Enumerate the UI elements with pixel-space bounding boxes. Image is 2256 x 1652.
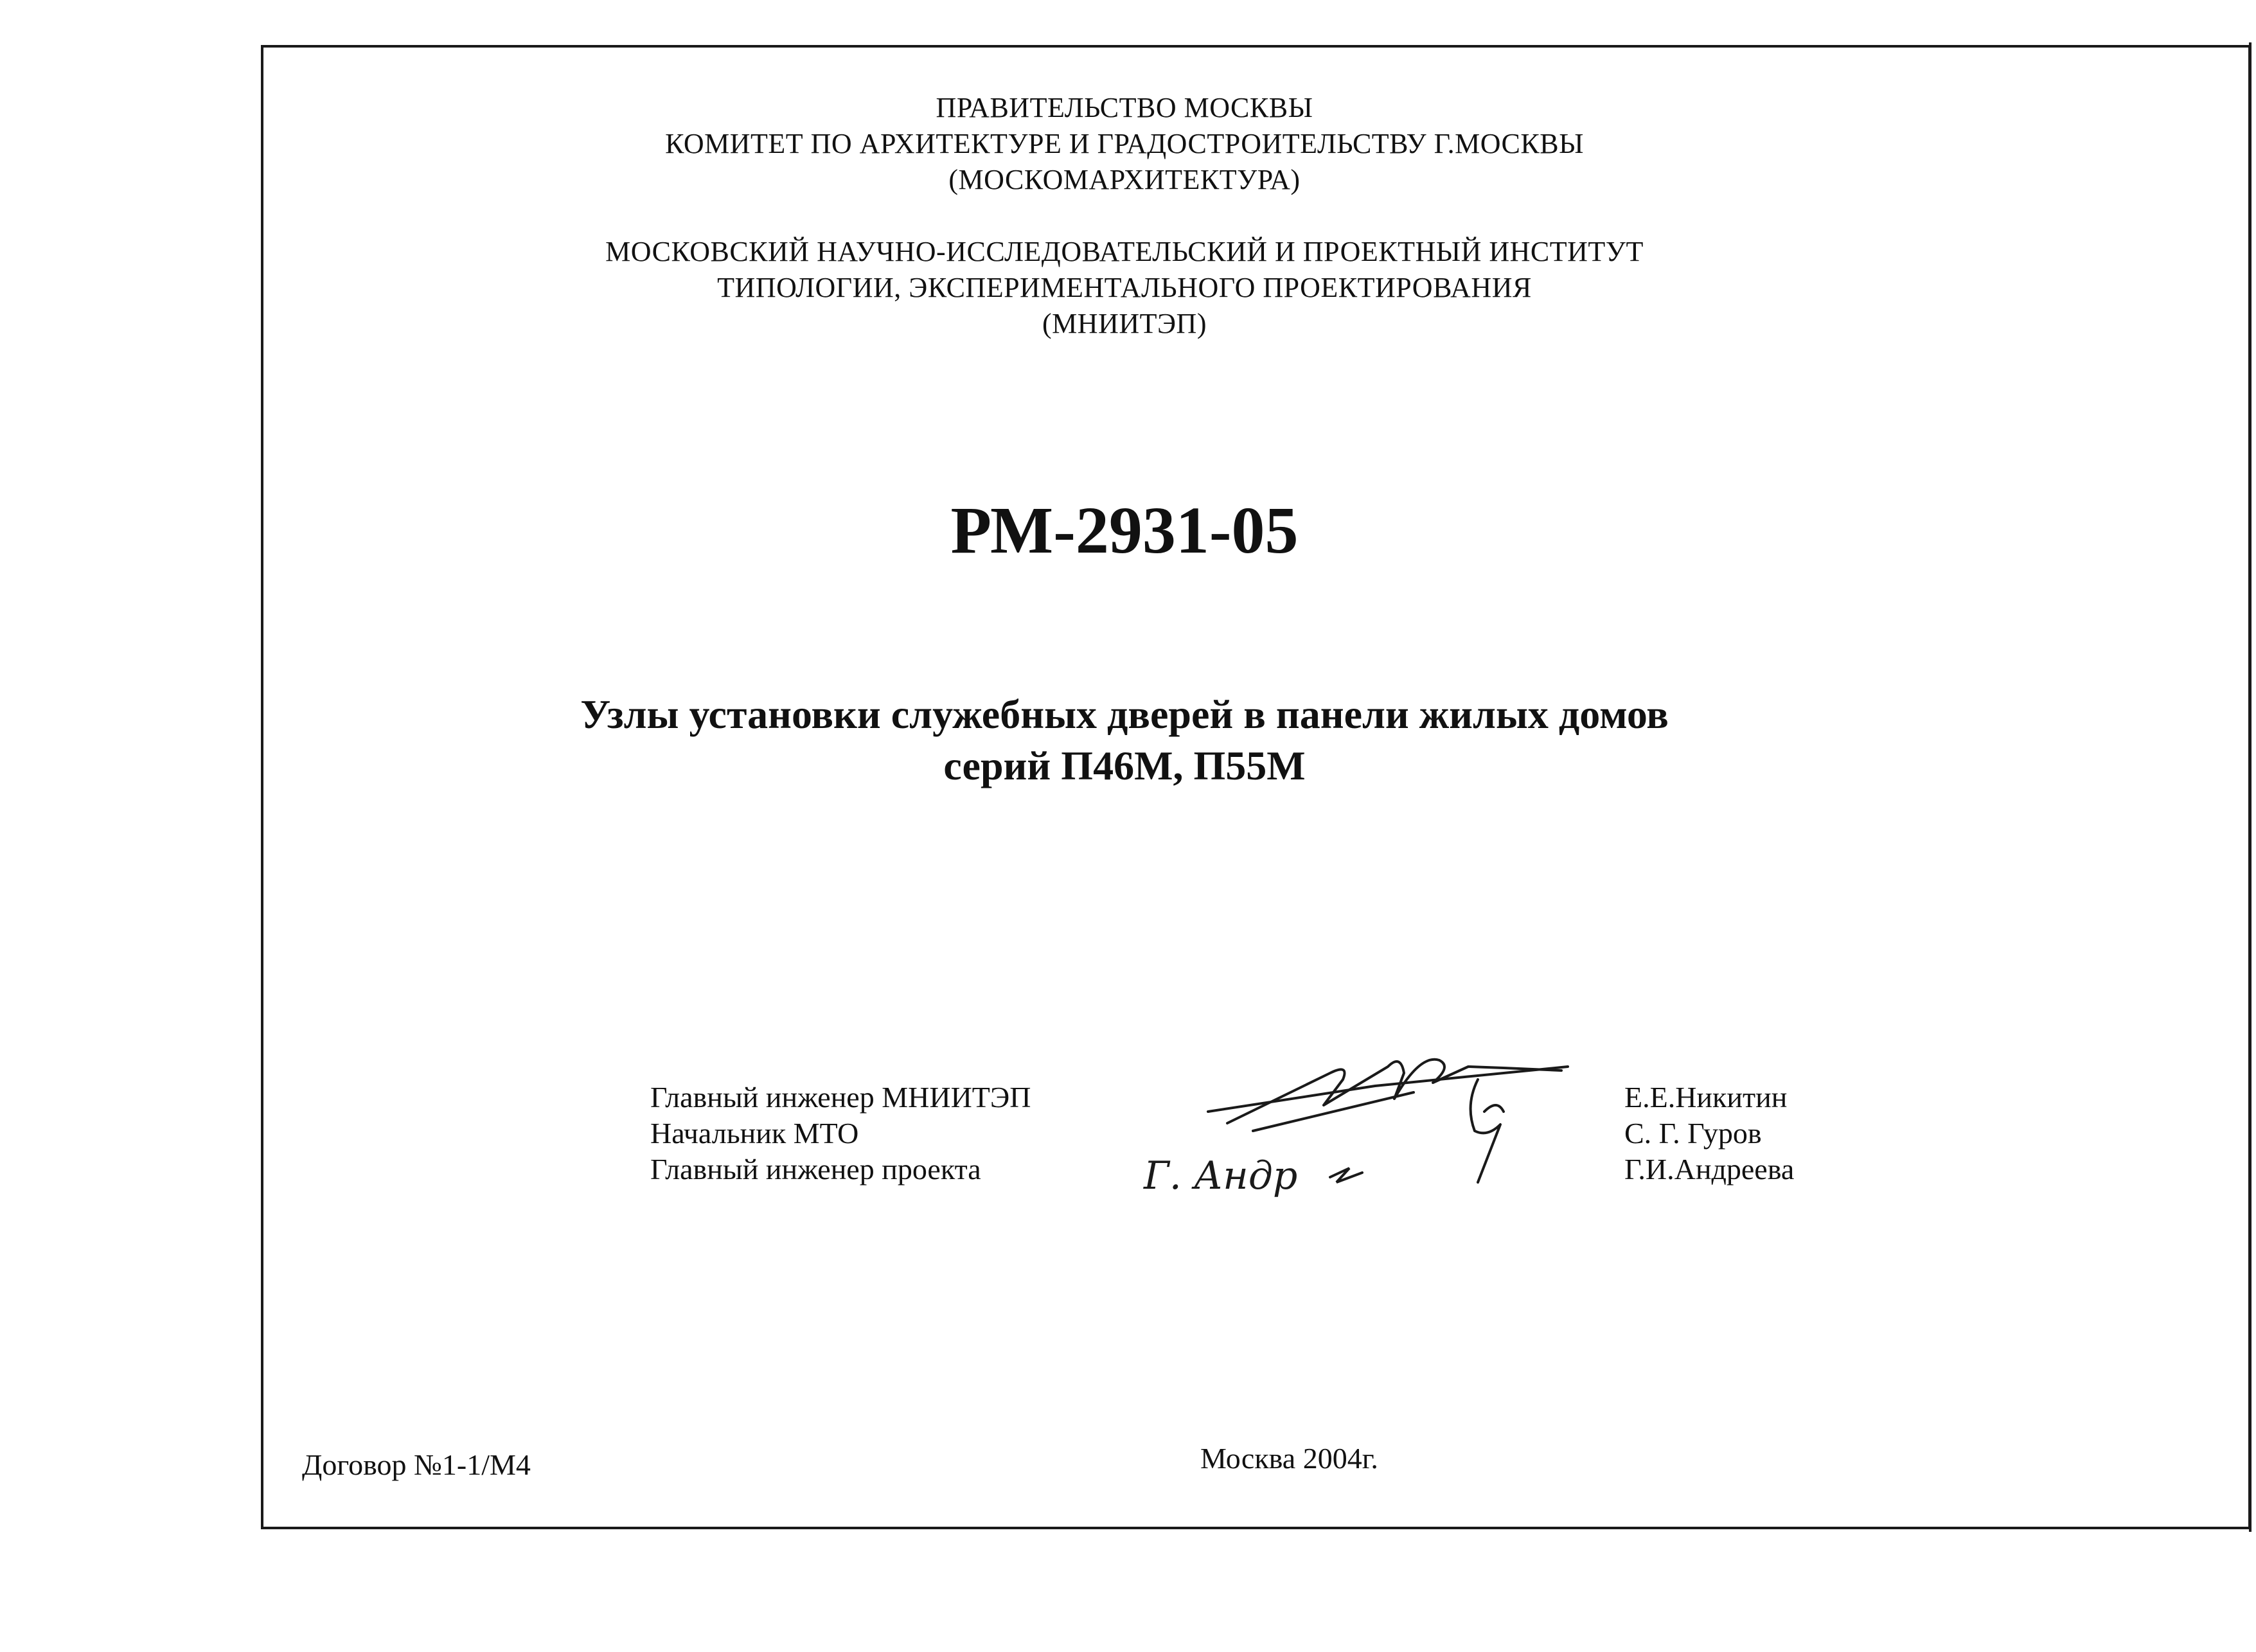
signatory-name: Г.И.Андреева xyxy=(1624,1153,1795,1186)
signature-nikitin xyxy=(1227,1060,1561,1123)
signatory-roles xyxy=(650,1079,1031,1187)
signatory-role: Начальник МТО xyxy=(650,1117,859,1150)
contract-number: Договор №1-1/М4 xyxy=(302,1448,531,1481)
institute-line-2: ТИПОЛОГИИ, ЭКСПЕРИМЕНТАЛЬНОГО ПРОЕКТИРОВАНИЯ xyxy=(717,272,1532,303)
institute-line-3: (МНИИТЭП) xyxy=(1042,308,1207,339)
signatory-names xyxy=(1624,1079,1794,1187)
institute-line-1: МОСКОВСКИЙ НАУЧНО-ИССЛЕДОВАТЕЛЬСКИЙ И ПРОЕКТНЫЙ ИНСТИТУТ xyxy=(605,236,1644,267)
signatory-role: Главный инженер МНИИТЭП xyxy=(650,1081,1031,1114)
signatory-name: С. Г. Гуров xyxy=(1624,1117,1762,1150)
city-year: Москва 2004г. xyxy=(1200,1442,1378,1475)
header-line-2: КОМИТЕТ ПО АРХИТЕКТУРЕ И ГРАДОСТРОИТЕЛЬСТВУ Г.МОСКВЫ xyxy=(665,128,1584,159)
header-line-1: ПРАВИТЕЛЬСТВО МОСКВЫ xyxy=(936,92,1313,123)
header-line-3: (МОСКОМАРХИТЕКТУРА) xyxy=(948,164,1301,195)
document-number: РМ-2931-05 xyxy=(950,493,1299,567)
signatory-name: Е.Е.Никитин xyxy=(1624,1081,1788,1114)
document-title-line-2: серий П46М, П55М xyxy=(943,743,1306,788)
handwritten-signatures xyxy=(1118,1028,1632,1221)
page-border-right-edge xyxy=(2249,42,2252,1532)
document-title-line-1: Узлы установки служебных дверей в панели жилых домов xyxy=(580,691,1669,737)
signature-andreeva: Г. Андр xyxy=(1144,1153,1298,1198)
signatory-role: Главный инженер проекта xyxy=(650,1153,981,1186)
signature-gurov xyxy=(1471,1079,1500,1182)
